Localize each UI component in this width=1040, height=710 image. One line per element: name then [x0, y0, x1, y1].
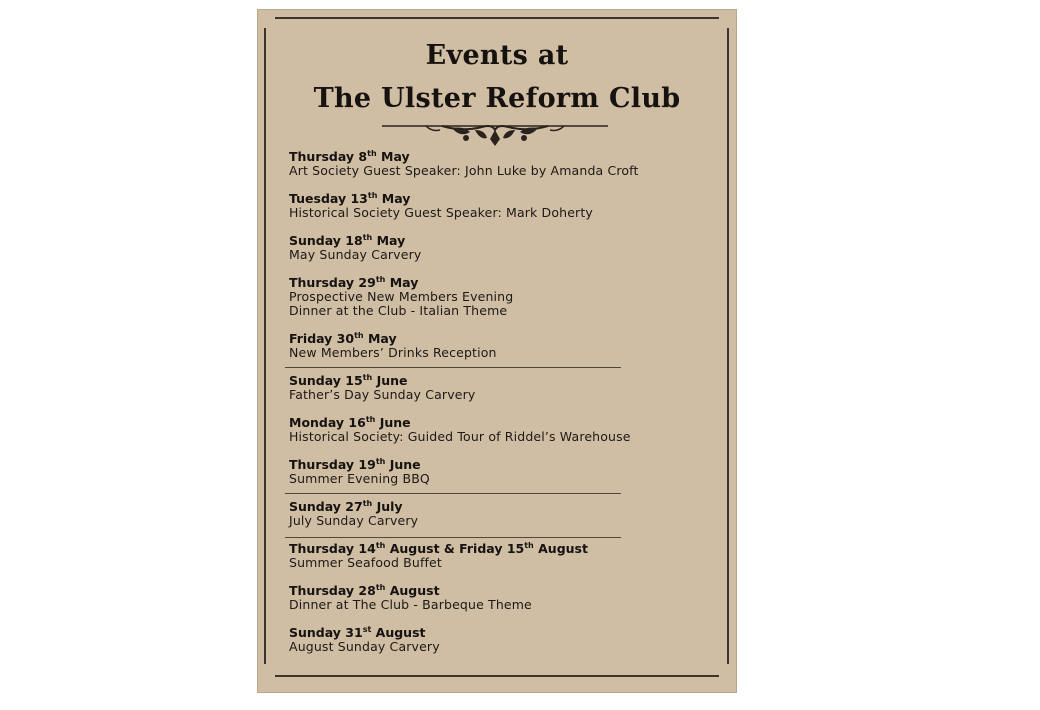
event-description: Dinner at the Club - Italian Theme [289, 303, 508, 318]
events-poster [258, 10, 736, 692]
event-date: Sunday 31st August [289, 625, 426, 640]
event-item [289, 234, 421, 262]
event-description: Art Society Guest Speaker: John Luke by Amanda Croft [289, 163, 639, 178]
event-date: Sunday 18th May [289, 233, 406, 248]
event-description: July Sunday Carvery [289, 513, 419, 528]
left-border-rule [264, 28, 266, 664]
event-date: Thursday 19th June [289, 457, 421, 472]
right-border-rule [727, 28, 729, 664]
bottom-border-rule [275, 675, 719, 677]
event-date: Thursday 28th August [289, 583, 440, 598]
event-item [289, 416, 631, 444]
event-date: Sunday 27th July [289, 499, 403, 514]
poster-title-line1: Events at [425, 40, 569, 71]
event-description: Prospective New Members Evening [289, 289, 514, 304]
event-date: Friday 30th May [289, 331, 397, 346]
event-date: Thursday 8th May [289, 149, 410, 164]
event-description: Historical Society Guest Speaker: Mark Doherty [289, 205, 593, 220]
month-divider-may [285, 367, 621, 368]
event-item [289, 542, 588, 570]
poster-title-line2: The Ulster Reform Club [313, 83, 681, 114]
top-border-rule [275, 17, 719, 19]
event-date: Sunday 15th June [289, 373, 408, 388]
event-description: Father’s Day Sunday Carvery [289, 387, 476, 402]
event-description: Summer Seafood Buffet [289, 555, 442, 570]
event-item [289, 192, 593, 220]
event-item [289, 584, 532, 612]
event-date: Thursday 29th May [289, 275, 419, 290]
event-date: Thursday 14th August & Friday 15th August [289, 541, 588, 556]
event-description: Dinner at The Club - Barbeque Theme [289, 597, 532, 612]
event-description: Summer Evening BBQ [289, 471, 430, 486]
event-description: August Sunday Carvery [289, 639, 440, 654]
event-item [289, 374, 475, 402]
event-date: Tuesday 13th May [289, 191, 411, 206]
event-date: Monday 16th June [289, 415, 411, 430]
event-item [289, 276, 513, 318]
flourish-ornament-icon [382, 120, 608, 148]
event-item [289, 332, 497, 360]
event-description: New Members’ Drinks Reception [289, 345, 497, 360]
event-description: May Sunday Carvery [289, 247, 422, 262]
event-item [289, 626, 440, 654]
month-divider-june [285, 493, 621, 494]
event-item [289, 500, 418, 528]
month-divider-july [285, 537, 621, 538]
event-item [289, 458, 430, 486]
event-description: Historical Society: Guided Tour of Riddel’s Warehouse [289, 429, 631, 444]
event-item [289, 150, 639, 178]
